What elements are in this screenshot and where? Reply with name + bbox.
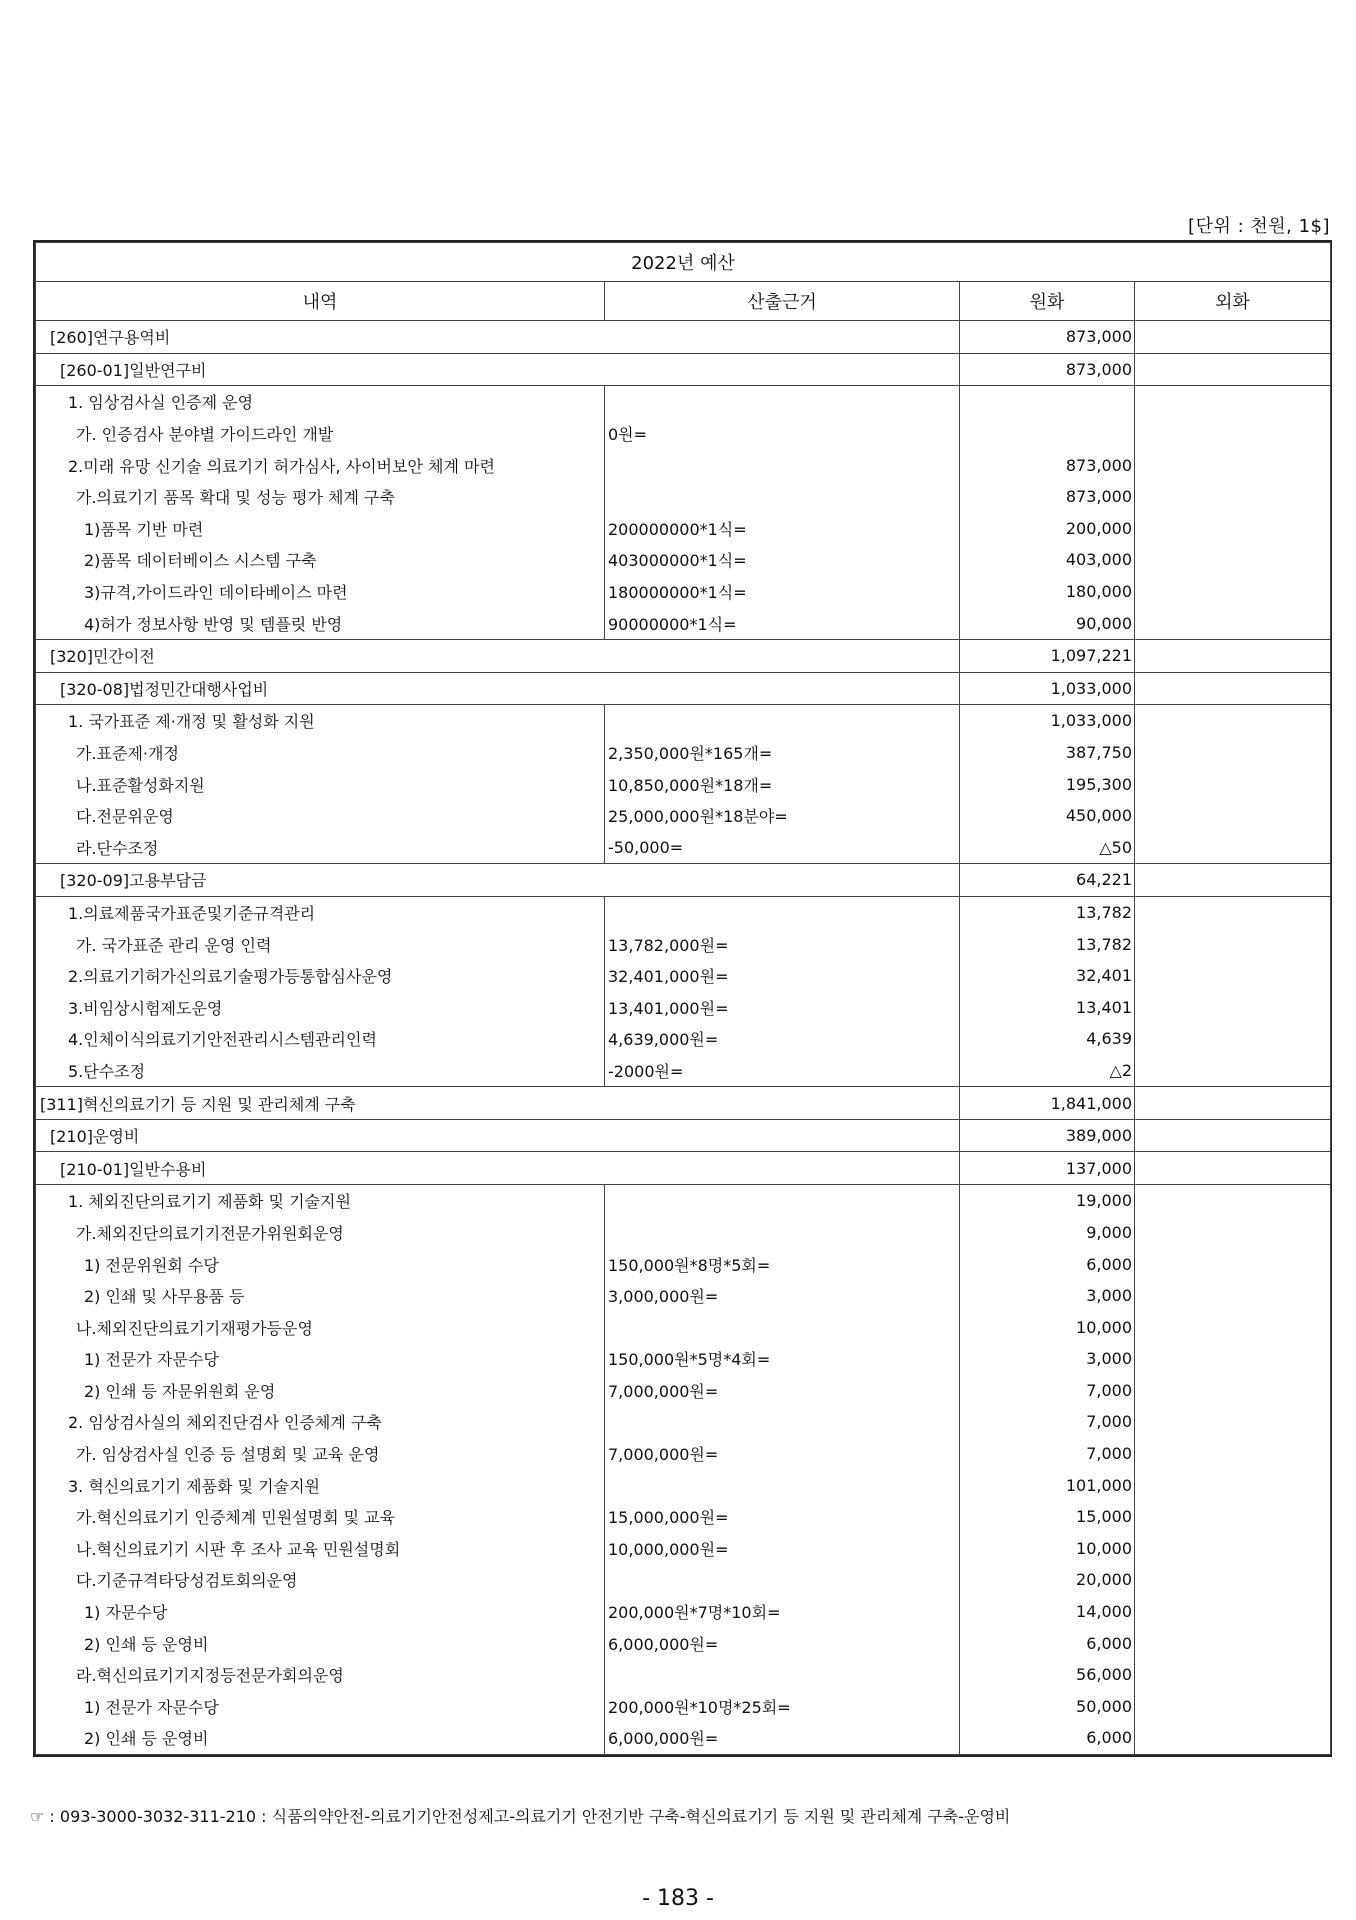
- row-amount-krw: 14,000: [960, 1596, 1135, 1628]
- row-description: 가. 국가표준 관리 운영 인력: [36, 928, 605, 960]
- row-amount-foreign: [1135, 1152, 1331, 1185]
- row-description: 3)규격,가이드라인 데이타베이스 마련: [36, 576, 605, 608]
- row-amount-krw: 7,000: [960, 1375, 1135, 1407]
- row-amount-krw: 15,000: [960, 1501, 1135, 1533]
- row-basis: 10,000,000원=: [605, 1533, 960, 1565]
- row-amount-foreign: [1135, 1248, 1331, 1280]
- row-description: [210-01]일반수용비: [36, 1152, 960, 1185]
- table-row: [36, 864, 1331, 897]
- table-row: [36, 1055, 1331, 1087]
- row-basis: [605, 705, 960, 737]
- page-number: - 183 -: [642, 1886, 714, 1911]
- row-amount-krw: 1,033,000: [960, 672, 1135, 705]
- row-amount-krw: 200,000: [960, 513, 1135, 545]
- row-description: 1.의료제품국가표준및기준규격관리: [36, 896, 605, 928]
- row-amount-foreign: [1135, 1627, 1331, 1659]
- row-basis: 2,350,000원*165개=: [605, 737, 960, 769]
- row-basis: [605, 1406, 960, 1438]
- row-amount-foreign: [1135, 576, 1331, 608]
- row-basis: 90000000*1식=: [605, 607, 960, 639]
- row-description: 1)품목 기반 마련: [36, 513, 605, 545]
- row-amount-foreign: [1135, 1055, 1331, 1087]
- row-basis: [605, 1311, 960, 1343]
- row-description: 2.미래 유망 신기술 의료기기 허가심사, 사이버보안 체계 마련: [36, 449, 605, 481]
- row-amount-foreign: [1135, 737, 1331, 769]
- table-row: [36, 737, 1331, 769]
- row-amount-foreign: [1135, 672, 1331, 705]
- row-amount-krw: 10,000: [960, 1533, 1135, 1565]
- row-description: 2.의료기기허가신의료기술평가등통합심사운영: [36, 960, 605, 992]
- row-description: 라.혁신의료기기지정등전문가회의운영: [36, 1659, 605, 1691]
- row-description: 가.혁신의료기기 인증체계 민원설명회 및 교육: [36, 1501, 605, 1533]
- row-amount-krw: 180,000: [960, 576, 1135, 608]
- row-description: [260-01]일반연구비: [36, 353, 960, 386]
- row-amount-foreign: [1135, 1533, 1331, 1565]
- row-amount-foreign: [1135, 639, 1331, 672]
- header-foreign: 외화: [1135, 282, 1331, 321]
- row-description: 4)허가 정보사항 반영 및 템플릿 반영: [36, 607, 605, 639]
- row-amount-foreign: [1135, 607, 1331, 639]
- table-row: [36, 1087, 1331, 1120]
- row-amount-foreign: [1135, 1564, 1331, 1596]
- row-amount-foreign: [1135, 449, 1331, 481]
- row-description: 1) 자문수당: [36, 1596, 605, 1628]
- row-amount-foreign: [1135, 1087, 1331, 1120]
- row-amount-foreign: [1135, 1119, 1331, 1152]
- table-row: [36, 1659, 1331, 1691]
- row-amount-krw: 137,000: [960, 1152, 1135, 1185]
- row-amount-foreign: [1135, 1438, 1331, 1470]
- row-amount-krw: 10,000: [960, 1311, 1135, 1343]
- row-amount-foreign: [1135, 1375, 1331, 1407]
- table-row: [36, 800, 1331, 832]
- row-basis: 15,000,000원=: [605, 1501, 960, 1533]
- row-amount-krw: 56,000: [960, 1659, 1135, 1691]
- row-amount-foreign: [1135, 1217, 1331, 1249]
- row-basis: 200,000원*10명*25회=: [605, 1691, 960, 1723]
- row-description: 가.의료기기 품목 확대 및 성능 평가 체계 구축: [36, 481, 605, 513]
- table-row: [36, 1406, 1331, 1438]
- row-basis: [605, 481, 960, 513]
- row-amount-foreign: [1135, 1501, 1331, 1533]
- row-basis: 200,000원*7명*10회=: [605, 1596, 960, 1628]
- row-amount-foreign: [1135, 832, 1331, 864]
- table-row: [36, 1501, 1331, 1533]
- row-basis: 200000000*1식=: [605, 513, 960, 545]
- table-row: [36, 1343, 1331, 1375]
- row-description: 가.체외진단의료기기전문가위원회운영: [36, 1217, 605, 1249]
- row-amount-krw: 873,000: [960, 353, 1135, 386]
- row-amount-foreign: [1135, 1343, 1331, 1375]
- table-row: [36, 928, 1331, 960]
- row-basis: 0원=: [605, 418, 960, 450]
- row-amount-krw: 4,639: [960, 1023, 1135, 1055]
- row-description: 1. 임상검사실 인증제 운영: [36, 386, 605, 418]
- row-amount-foreign: [1135, 1023, 1331, 1055]
- table-row: [36, 386, 1331, 418]
- row-description: 라.단수조정: [36, 832, 605, 864]
- table-body: [36, 321, 1331, 1755]
- row-basis: 10,850,000원*18개=: [605, 768, 960, 800]
- row-amount-foreign: [1135, 991, 1331, 1023]
- budget-table: [35, 242, 1331, 1755]
- row-basis: 150,000원*8명*5회=: [605, 1248, 960, 1280]
- table-row: [36, 418, 1331, 450]
- row-description: [320-08]법정민간대행사업비: [36, 672, 960, 705]
- row-amount-foreign: [1135, 768, 1331, 800]
- row-amount-foreign: [1135, 1722, 1331, 1754]
- table-row: [36, 1627, 1331, 1659]
- row-amount-foreign: [1135, 864, 1331, 897]
- row-basis: 32,401,000원=: [605, 960, 960, 992]
- table-row: [36, 1152, 1331, 1185]
- row-basis: [605, 896, 960, 928]
- row-description: 2)품목 데이터베이스 시스템 구축: [36, 544, 605, 576]
- row-amount-foreign: [1135, 960, 1331, 992]
- row-amount-foreign: [1135, 544, 1331, 576]
- row-amount-krw: 9,000: [960, 1217, 1135, 1249]
- row-amount-foreign: [1135, 1280, 1331, 1312]
- row-amount-foreign: [1135, 1659, 1331, 1691]
- row-description: 3. 혁신의료기기 제품화 및 기술지원: [36, 1469, 605, 1501]
- row-amount-krw: 195,300: [960, 768, 1135, 800]
- row-basis: -2000원=: [605, 1055, 960, 1087]
- table-row: [36, 1438, 1331, 1470]
- row-amount-krw: 90,000: [960, 607, 1135, 639]
- row-amount-krw: 1,033,000: [960, 705, 1135, 737]
- row-description: 2) 인쇄 및 사무용품 등: [36, 1280, 605, 1312]
- row-description: 나.표준활성화지원: [36, 768, 605, 800]
- row-amount-krw: 1,841,000: [960, 1087, 1135, 1120]
- row-amount-krw: 450,000: [960, 800, 1135, 832]
- row-amount-krw: 13,782: [960, 928, 1135, 960]
- table-row: [36, 1217, 1331, 1249]
- table-row: [36, 960, 1331, 992]
- row-description: 가. 임상검사실 인증 등 설명회 및 교육 운영: [36, 1438, 605, 1470]
- table-row: [36, 544, 1331, 576]
- table-row: [36, 1375, 1331, 1407]
- row-basis: 180000000*1식=: [605, 576, 960, 608]
- row-description: 1) 전문가 자문수당: [36, 1343, 605, 1375]
- table-row: [36, 449, 1331, 481]
- table-row: [36, 896, 1331, 928]
- row-basis: 7,000,000원=: [605, 1438, 960, 1470]
- row-amount-krw: 3,000: [960, 1343, 1135, 1375]
- row-description: [320]민간이전: [36, 639, 960, 672]
- row-description: 1) 전문위원회 수당: [36, 1248, 605, 1280]
- row-amount-krw: 50,000: [960, 1691, 1135, 1723]
- row-amount-krw: 389,000: [960, 1119, 1135, 1152]
- row-amount-krw: 6,000: [960, 1722, 1135, 1754]
- header-krw: 원화: [960, 282, 1135, 321]
- row-basis: 7,000,000원=: [605, 1375, 960, 1407]
- row-amount-foreign: [1135, 705, 1331, 737]
- row-amount-foreign: [1135, 1406, 1331, 1438]
- row-basis: 403000000*1식=: [605, 544, 960, 576]
- table-row: [36, 832, 1331, 864]
- table-row: [36, 1533, 1331, 1565]
- row-amount-foreign: [1135, 1469, 1331, 1501]
- row-description: [210]운영비: [36, 1119, 960, 1152]
- row-amount-foreign: [1135, 896, 1331, 928]
- table-row: [36, 513, 1331, 545]
- row-amount-krw: 873,000: [960, 481, 1135, 513]
- row-basis: [605, 386, 960, 418]
- row-amount-krw: △2: [960, 1055, 1135, 1087]
- row-description: 4.인체이식의료기기안전관리시스템관리인력: [36, 1023, 605, 1055]
- row-amount-krw: 403,000: [960, 544, 1135, 576]
- row-basis: [605, 1564, 960, 1596]
- row-amount-krw: 20,000: [960, 1564, 1135, 1596]
- row-description: 2) 인쇄 등 자문위원회 운영: [36, 1375, 605, 1407]
- row-basis: 6,000,000원=: [605, 1722, 960, 1754]
- row-amount-foreign: [1135, 800, 1331, 832]
- table-row: [36, 1469, 1331, 1501]
- row-amount-krw: 3,000: [960, 1280, 1135, 1312]
- table-row: [36, 1564, 1331, 1596]
- row-basis: [605, 1659, 960, 1691]
- row-description: [260]연구용역비: [36, 321, 960, 354]
- row-amount-foreign: [1135, 1596, 1331, 1628]
- table-row: [36, 576, 1331, 608]
- row-description: 2) 인쇄 등 운영비: [36, 1722, 605, 1754]
- row-basis: 150,000원*5명*4회=: [605, 1343, 960, 1375]
- row-amount-foreign: [1135, 386, 1331, 418]
- row-amount-foreign: [1135, 481, 1331, 513]
- row-description: 5.단수조정: [36, 1055, 605, 1087]
- row-amount-krw: 64,221: [960, 864, 1135, 897]
- row-amount-krw: [960, 386, 1135, 418]
- row-amount-foreign: [1135, 1185, 1331, 1217]
- row-basis: 13,401,000원=: [605, 991, 960, 1023]
- table-row: [36, 705, 1331, 737]
- account-code-footnote: ☞ : 093-3000-3032-311-210 : 식품의약안전-의료기기안전성제고-의료기기 안전기반 구축-혁신의료기기 등 지원 및 관리체계 구축-운영비: [30, 1807, 1011, 1826]
- row-amount-krw: [960, 418, 1135, 450]
- row-amount-foreign: [1135, 353, 1331, 386]
- row-description: 가. 인증검사 분야별 가이드라인 개발: [36, 418, 605, 450]
- row-amount-krw: 6,000: [960, 1248, 1135, 1280]
- table-row: [36, 1280, 1331, 1312]
- row-basis: -50,000=: [605, 832, 960, 864]
- row-description: 1. 국가표준 제·개정 및 활성화 지원: [36, 705, 605, 737]
- row-basis: 13,782,000원=: [605, 928, 960, 960]
- row-basis: 25,000,000원*18분야=: [605, 800, 960, 832]
- row-amount-krw: 19,000: [960, 1185, 1135, 1217]
- row-amount-krw: 873,000: [960, 449, 1135, 481]
- row-amount-foreign: [1135, 928, 1331, 960]
- row-amount-foreign: [1135, 418, 1331, 450]
- header-description: 내역: [36, 282, 605, 321]
- table-row: [36, 1248, 1331, 1280]
- row-description: 다.기준규격타당성검토회의운영: [36, 1564, 605, 1596]
- row-amount-krw: 13,401: [960, 991, 1135, 1023]
- row-amount-krw: 1,097,221: [960, 639, 1135, 672]
- table-row: [36, 321, 1331, 354]
- table-row: [36, 1596, 1331, 1628]
- row-basis: [605, 449, 960, 481]
- table-row: [36, 353, 1331, 386]
- row-description: 1) 전문가 자문수당: [36, 1691, 605, 1723]
- table-row: [36, 1311, 1331, 1343]
- row-description: 가.표준제·개정: [36, 737, 605, 769]
- row-description: 다.전문위운영: [36, 800, 605, 832]
- unit-note: [단위 : 천원, 1$]: [1188, 216, 1330, 237]
- row-basis: [605, 1217, 960, 1249]
- table-row: [36, 1691, 1331, 1723]
- table-title: 2022년 예산: [36, 243, 1331, 282]
- row-amount-krw: 7,000: [960, 1438, 1135, 1470]
- row-description: 나.체외진단의료기기재평가등운영: [36, 1311, 605, 1343]
- row-amount-krw: 387,750: [960, 737, 1135, 769]
- table-row: [36, 1722, 1331, 1754]
- row-amount-krw: 101,000: [960, 1469, 1135, 1501]
- row-description: 나.혁신의료기기 시판 후 조사 교육 민원설명회: [36, 1533, 605, 1565]
- row-description: 2) 인쇄 등 운영비: [36, 1627, 605, 1659]
- table-row: [36, 768, 1331, 800]
- row-amount-foreign: [1135, 1311, 1331, 1343]
- row-amount-krw: 13,782: [960, 896, 1135, 928]
- table-row: [36, 672, 1331, 705]
- row-amount-foreign: [1135, 1691, 1331, 1723]
- row-basis: [605, 1469, 960, 1501]
- row-basis: [605, 1185, 960, 1217]
- row-amount-krw: 7,000: [960, 1406, 1135, 1438]
- table-row: [36, 1119, 1331, 1152]
- row-description: [320-09]고용부담금: [36, 864, 960, 897]
- table-row: [36, 1023, 1331, 1055]
- row-basis: 6,000,000원=: [605, 1627, 960, 1659]
- row-amount-krw: 6,000: [960, 1627, 1135, 1659]
- table-row: [36, 607, 1331, 639]
- row-amount-krw: 32,401: [960, 960, 1135, 992]
- row-amount-foreign: [1135, 321, 1331, 354]
- table-row: [36, 1185, 1331, 1217]
- row-amount-krw: 873,000: [960, 321, 1135, 354]
- row-description: 2. 임상검사실의 체외진단검사 인증체계 구축: [36, 1406, 605, 1438]
- table-row: [36, 991, 1331, 1023]
- budget-table-frame: [33, 240, 1332, 1757]
- row-description: 3.비임상시험제도운영: [36, 991, 605, 1023]
- table-row: [36, 639, 1331, 672]
- row-amount-krw: △50: [960, 832, 1135, 864]
- row-basis: 4,639,000원=: [605, 1023, 960, 1055]
- row-basis: 3,000,000원=: [605, 1280, 960, 1312]
- header-basis: 산출근거: [605, 282, 960, 321]
- row-description: 1. 체외진단의료기기 제품화 및 기술지원: [36, 1185, 605, 1217]
- row-amount-foreign: [1135, 513, 1331, 545]
- table-row: [36, 481, 1331, 513]
- row-description: [311]혁신의료기기 등 지원 및 관리체계 구축: [36, 1087, 960, 1120]
